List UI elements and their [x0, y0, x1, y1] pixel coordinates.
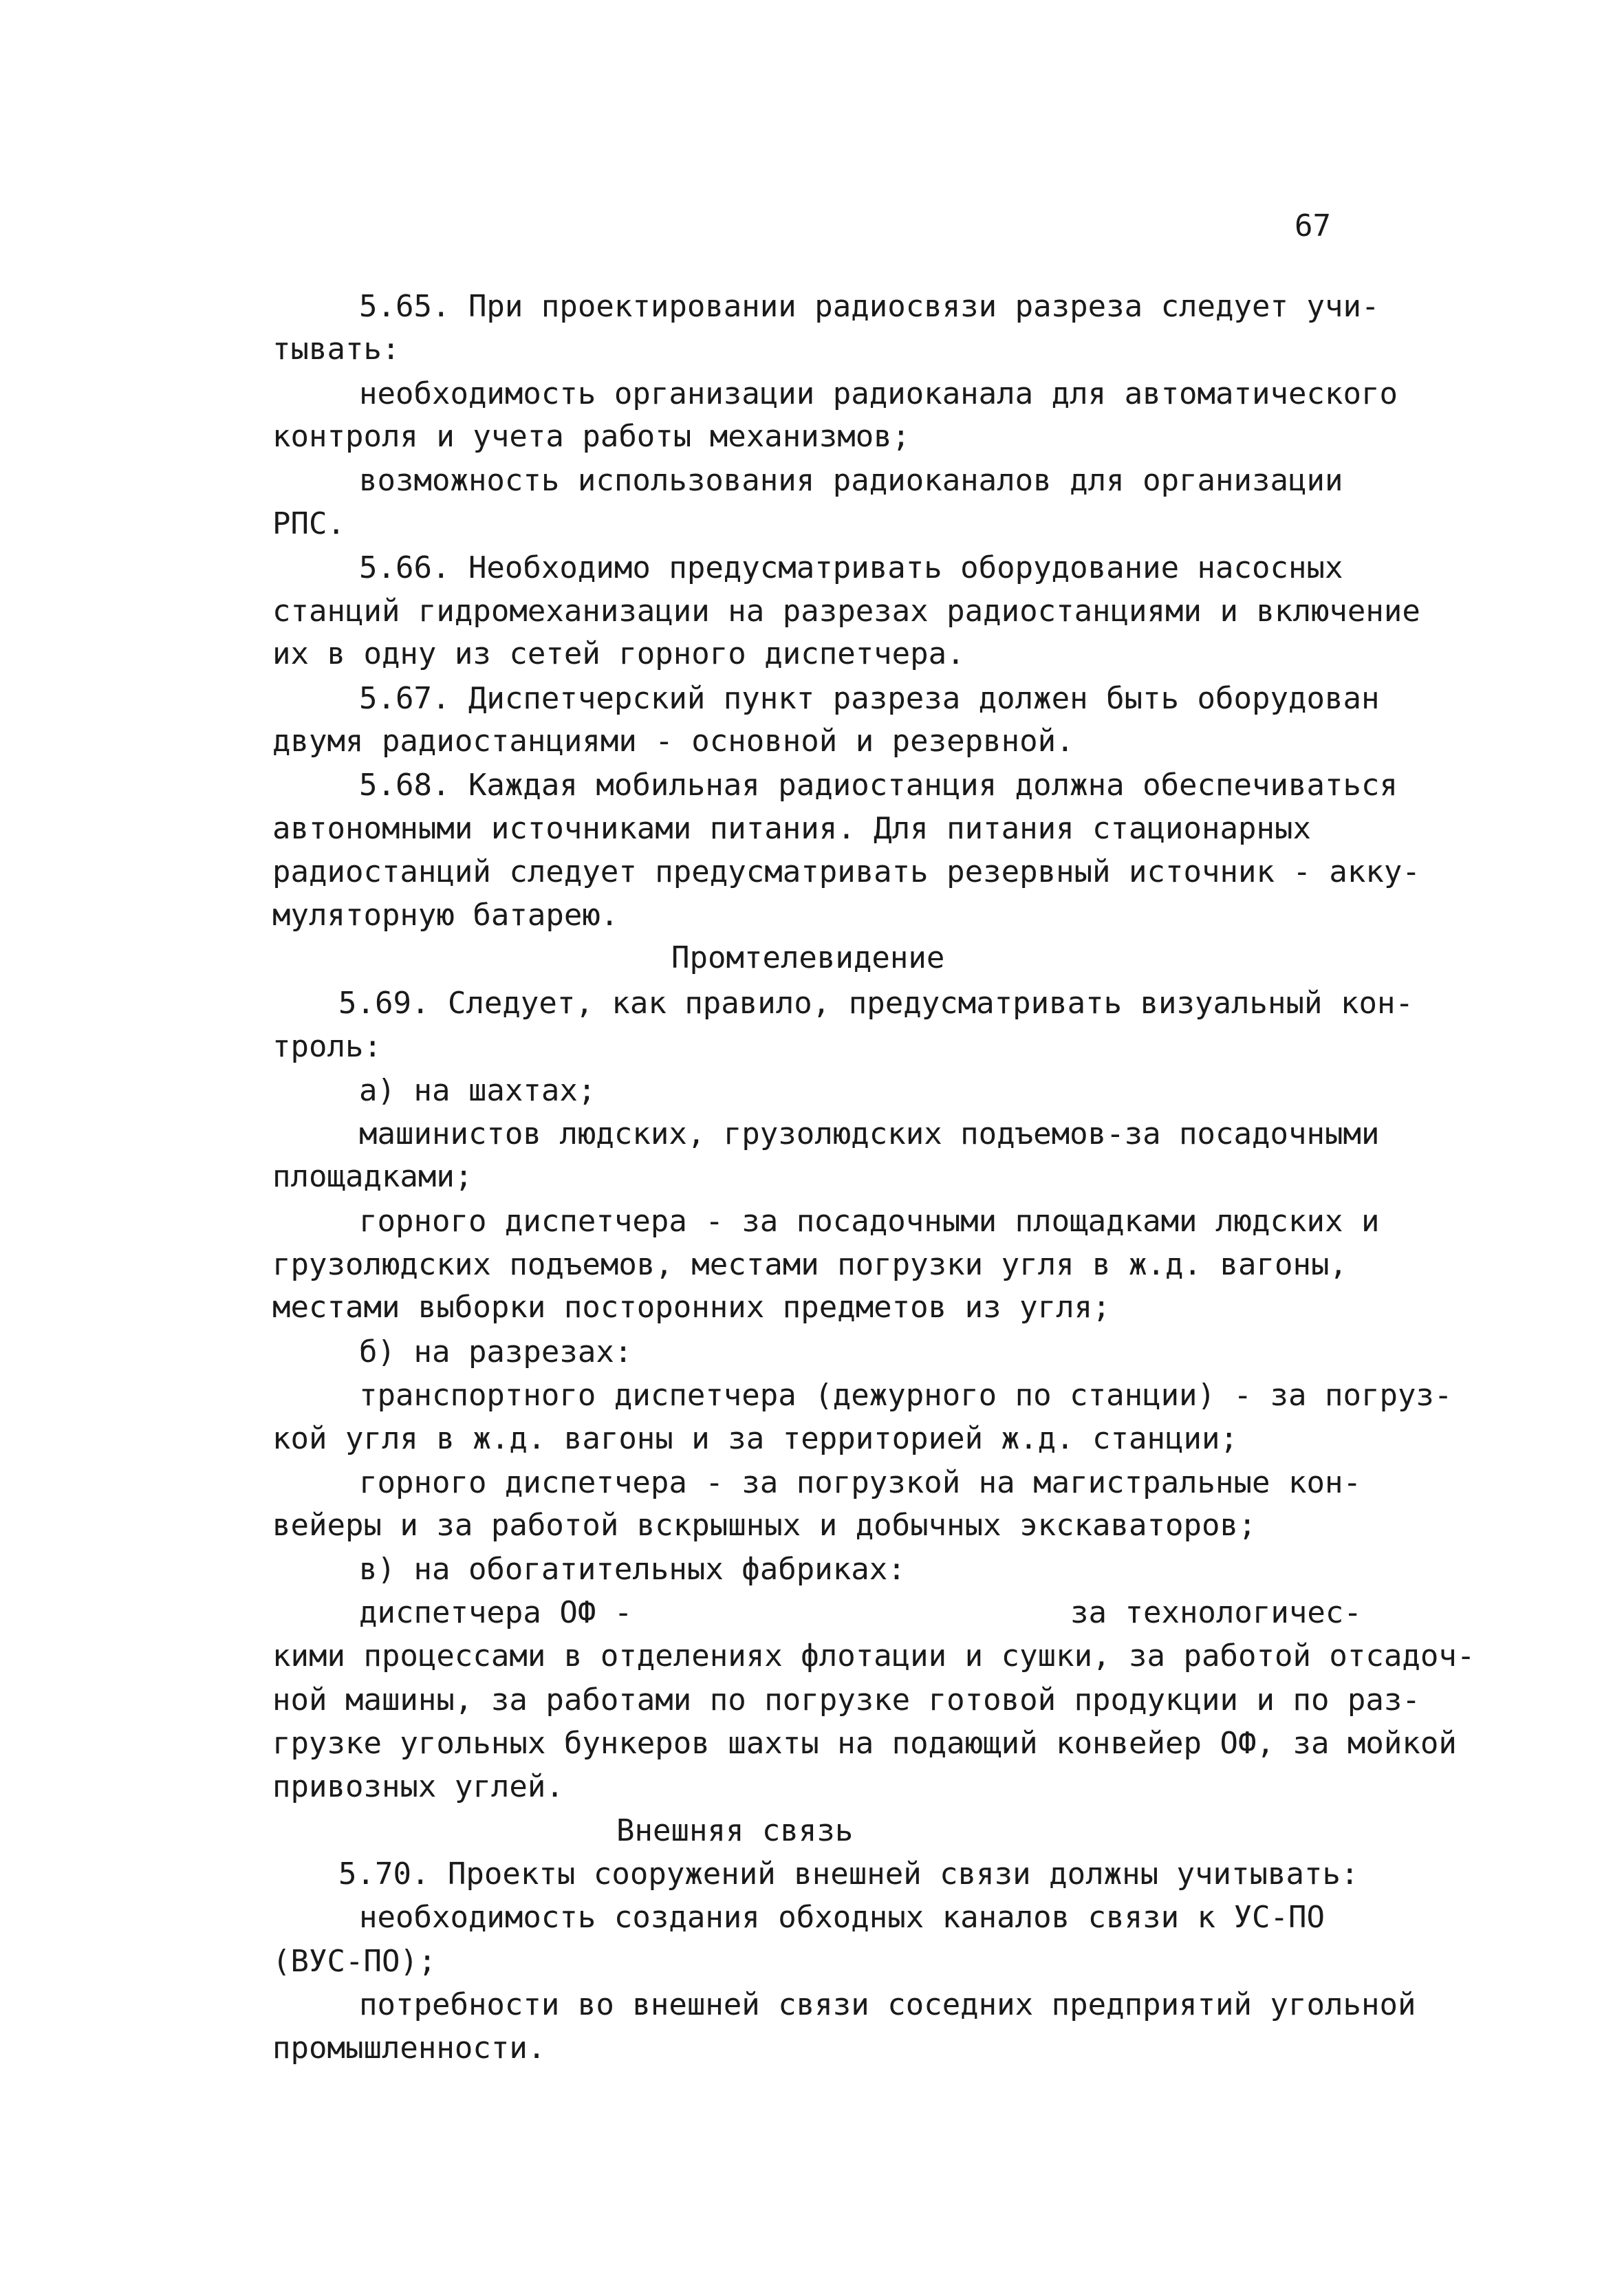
text-line: необходимость создания обходных каналов связи к УС-ПО	[359, 1900, 1325, 1935]
text-line: грузке угольных бункеров шахты на подающий конвейер ОФ, за мойкой	[272, 1726, 1457, 1761]
text-line: транспортного диспетчера (дежурного по станции) - за погруз-	[359, 1378, 1453, 1413]
text-line: 5.66. Необходимо предусматривать оборудование насосных	[359, 550, 1343, 585]
text-line: промышленности.	[272, 2031, 546, 2066]
text-line: 5.69. Следует, как правило, предусматривать визуальный кон-	[338, 986, 1414, 1021]
text-line: возможность использования радиоканалов для организации	[359, 463, 1343, 498]
section-heading-vneshnyaya-svyaz: Внешняя связь	[616, 1813, 854, 1848]
text-line: горного диспетчера - за посадочными площадками людских и	[359, 1204, 1380, 1239]
text-line: РПС.	[272, 506, 345, 541]
text-line: машинистов людских, грузолюдских подъемов-за посадочными	[359, 1116, 1380, 1151]
text-line: в) на обогатительных фабриках:	[359, 1552, 906, 1587]
text-line: 5.68. Каждая мобильная радиостанция должна обеспечиваться	[359, 768, 1398, 803]
text-line: тывать:	[272, 332, 400, 367]
text-line: троль:	[272, 1029, 382, 1064]
text-line: автономными источниками питания. Для питания стационарных	[272, 811, 1311, 846]
text-line: 5.67. Диспетчерский пункт разреза должен быть оборудован	[359, 681, 1380, 716]
text-line: местами выборки посторонних предметов из угля;	[272, 1290, 1111, 1325]
text-line: потребности во внешней связи соседних предприятий угольной	[359, 1987, 1416, 2022]
text-line: их в одну из сетей горного диспетчера.	[272, 636, 965, 671]
text-line: кими процессами в отделениях флотации и сушки, за работой отсадоч-	[272, 1638, 1475, 1674]
text-line: привозных углей.	[272, 1769, 564, 1804]
section-heading-promtelevidenie: Промтелевидение	[671, 940, 945, 975]
text-line: станций гидромеханизации на разрезах радиостанциями и включение	[272, 594, 1420, 629]
text-line: диспетчера ОФ -	[359, 1595, 633, 1630]
text-line: кой угля в ж.д. вагоны и за территорией ж.д. станции;	[272, 1421, 1238, 1456]
text-line: б) на разрезах:	[359, 1334, 633, 1369]
text-line: 5.70. Проекты сооружений внешней связи должны учитывать:	[338, 1856, 1359, 1892]
text-line: а) на шахтах;	[359, 1073, 596, 1108]
page-number: 67	[1295, 208, 1331, 243]
text-line: необходимость организации радиоканала для автоматического	[359, 376, 1398, 411]
text-line: радиостанций следует предусматривать резервный источник - акку-	[272, 854, 1420, 889]
text-line: грузолюдских подъемов, местами погрузки угля в ж.д. вагоны,	[272, 1247, 1347, 1282]
text-line: горного диспетчера - за погрузкой на магистральные кон-	[359, 1465, 1361, 1500]
text-line: двумя радиостанциями - основной и резервной.	[272, 724, 1074, 759]
text-line: за технологичес-	[1070, 1595, 1362, 1630]
text-line: площадками;	[272, 1159, 473, 1194]
text-line: муляторную батарею.	[272, 898, 619, 933]
text-line: (ВУС-ПО);	[272, 1944, 437, 1979]
text-line: вейеры и за работой вскрышных и добычных экскаваторов;	[272, 1508, 1257, 1543]
text-line: 5.65. При проектировании радиосвязи разреза следует учи-	[359, 289, 1380, 324]
text-line: ной машины, за работами по погрузке готовой продукции и по раз-	[272, 1682, 1420, 1718]
text-line: контроля и учета работы механизмов;	[272, 419, 911, 454]
